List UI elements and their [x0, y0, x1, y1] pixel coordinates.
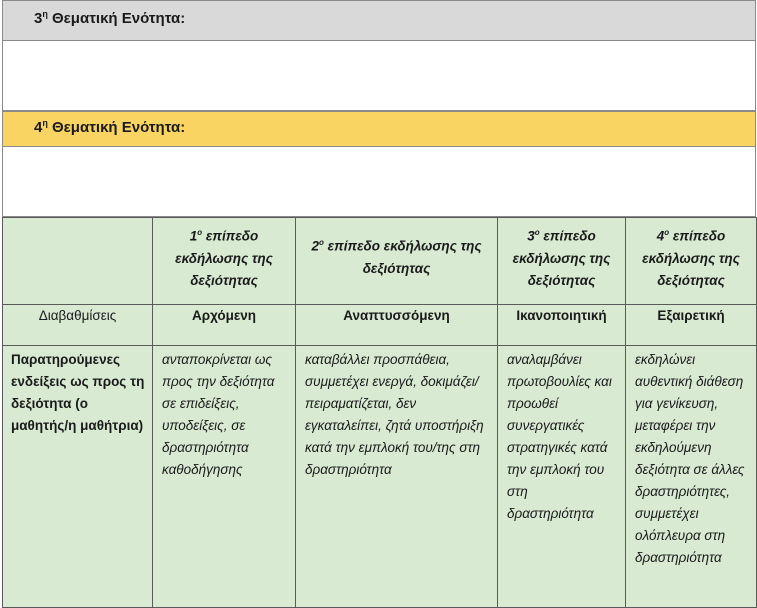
section-4-title: $4^\eta$ Θεματική Ενότητα: [34, 118, 186, 136]
level-4-header: $4^o$ επίπεδο εκδήλωσης της δεξιότητας [626, 218, 757, 305]
level-3-description: αναλαμβάνει πρωτοβουλίες και προωθεί συνεργατικές στρατηγικές κατά την εμπλοκή του στη δραστηριότητα [498, 346, 626, 608]
description-row [3, 346, 757, 608]
level-4-name: Εξαιρετική [626, 305, 757, 346]
empty-corner-cell [3, 218, 153, 305]
section-3-header [2, 0, 756, 41]
level-4-description: εκδηλώνει αυθεντική διάθεση για γενίκευση, μεταφέρει την εκδηλούμενη δεξιότητα σε άλλες δραστηριότητες, συμμετέχει ολόπλευρα στη δραστηριότητα [626, 346, 757, 608]
level-3-name: Ικανοποιητική [498, 305, 626, 346]
skill-rubric-table [2, 217, 757, 608]
gradation-label: Διαβαθμίσεις [3, 305, 153, 346]
section-4-header [2, 111, 756, 147]
level-name-row [3, 305, 757, 346]
level-1-description: ανταποκρίνεται ως προς την δεξιότητα σε επιδείξεις, υποδείξεις, σε δραστηριότητα καθοδήγησης [153, 346, 296, 608]
indicators-label: Παρατηρούμενες ενδείξεις ως προς τη δεξιότητα (ο μαθητής/η μαθήτρια) [3, 346, 153, 608]
level-1-header: $1^o$ επίπεδο εκδήλωσης της δεξιότητας [153, 218, 296, 305]
section-3-content-area[interactable] [2, 41, 756, 111]
level-2-description: καταβάλλει προσπάθεια, συμμετέχει ενεργά, δοκιμάζει/πειραματίζεται, δεν εγκαταλείπει, ζητά υποστήριξη κατά την εμπλοκή του/της στη δραστηριότητα [296, 346, 498, 608]
level-3-header: $3^o$ επίπεδο εκδήλωσης της δεξιότητας [498, 218, 626, 305]
level-2-header: $2^o$ επίπεδο εκδήλωσης της δεξιότητας [296, 218, 498, 305]
section-3-title: $3^\eta$ Θεματική Ενότητα: [34, 9, 186, 27]
level-2-name: Αναπτυσσόμενη [296, 305, 498, 346]
section-4-content-area[interactable] [2, 147, 756, 217]
level-header-row [3, 218, 757, 305]
level-1-name: Αρχόμενη [153, 305, 296, 346]
